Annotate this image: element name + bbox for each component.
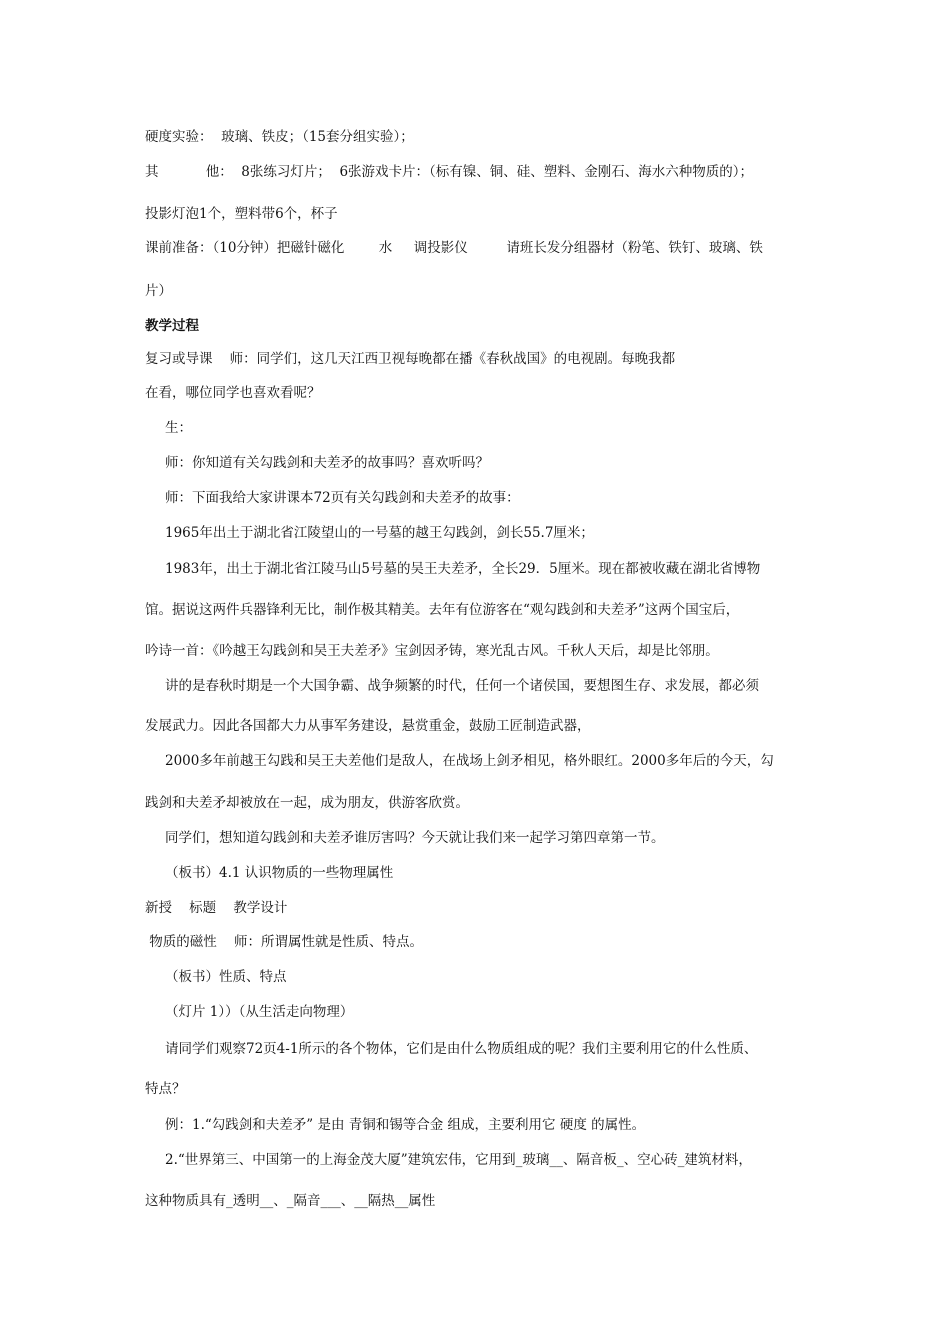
text-line: 课前准备：（10分钟）把磁针磁化 水 调投影仪 请班长发分组器材（粉笔、铁钉、玻璃、铁 <box>145 240 763 256</box>
text-line: 特点？ <box>145 1081 186 1097</box>
text-line: 请同学们观察72页4-1所示的各个物体，它们是由什么物质组成的呢？我们主要利用它的什么性质、 <box>165 1041 758 1057</box>
text-line: 讲的是春秋时期是一个大国争霸、战争频繁的时代，任何一个诸侯国，要想图生存、求发展，都必须 <box>165 678 759 694</box>
text-line: 新授 标题 教学设计 <box>145 900 288 916</box>
text-line: 2000多年前越王勾践和吴王夫差他们是敌人，在战场上剑矛相见，格外眼红。2000多年后的今天，勾 <box>165 753 774 769</box>
text-line: （板书）性质、特点 <box>165 969 287 985</box>
text-line: 物质的磁性 师：所谓属性就是性质、特点。 <box>145 934 423 950</box>
text-line: 生： <box>165 420 192 436</box>
text-line: 师：你知道有关勾践剑和夫差矛的故事吗？喜欢听吗？ <box>165 455 489 471</box>
text-line: 馆。据说这两件兵器锋利无比，制作极其精美。去年有位游客在“观勾践剑和夫差矛”这两个国宝后， <box>145 602 740 618</box>
text-line: 投影灯泡1个，塑料带6个，杯子 <box>145 206 338 222</box>
text-line: 1983年，出土于湖北省江陵马山5号墓的吴王夫差矛，全长29．5厘米。现在都被收藏在湖北省博物 <box>165 561 761 577</box>
text-line: 例：1.“勾践剑和夫差矛” 是由 青铜和锡等合金 组成，主要利用它 硬度 的属性。 <box>165 1117 646 1133</box>
text-line: 片） <box>145 283 172 299</box>
text-line: （板书）4.1 认识物质的一些物理属性 <box>165 865 394 881</box>
text-line: 2.“世界第三、中国第一的上海金茂大厦”建筑宏伟，它用到_玻璃__、隔音板_、空心砖_建筑材料， <box>165 1152 752 1168</box>
text-line: 在看，哪位同学也喜欢看呢？ <box>145 385 321 401</box>
text-line: 践剑和夫差矛却被放在一起，成为朋友，供游客欣赏。 <box>145 795 469 811</box>
text-line: 师：下面我给大家讲课本72页有关勾践剑和夫差矛的故事： <box>165 490 520 506</box>
text-line: 这种物质具有_透明__、_隔音___、__隔热__属性 <box>145 1193 436 1209</box>
text-line: 1965年出土于湖北省江陵望山的一号墓的越王勾践剑，剑长55.7厘米； <box>165 525 594 541</box>
text-line: 硬度实验： 玻璃、铁皮；（15套分组实验）； <box>145 129 414 145</box>
text-line: 发展武力。因此各国都大力从事军务建设，悬赏重金，鼓励工匠制造武器， <box>145 718 591 734</box>
text-line: 吟诗一首：《吟越王勾践剑和吴王夫差矛》宝剑因矛铸，寒光乱古风。千秋人天后，却是比邻朋。 <box>145 643 719 659</box>
text-line: 复习或导课 师：同学们，这几天江西卫视每晚都在播《春秋战国》的电视剧。每晚我都 <box>145 351 676 367</box>
text-line: 其 他： 8张练习灯片； 6张游戏卡片：（标有镍、铜、硅、塑料、金刚石、海水六种物质的）； <box>145 164 754 180</box>
text-line: 同学们，想知道勾践剑和夫差矛谁厉害吗？今天就让我们来一起学习第四章第一节。 <box>165 830 665 846</box>
text-line: （灯片 1））（从生活走向物理） <box>165 1004 354 1020</box>
section-heading: 教学过程 <box>145 318 199 334</box>
